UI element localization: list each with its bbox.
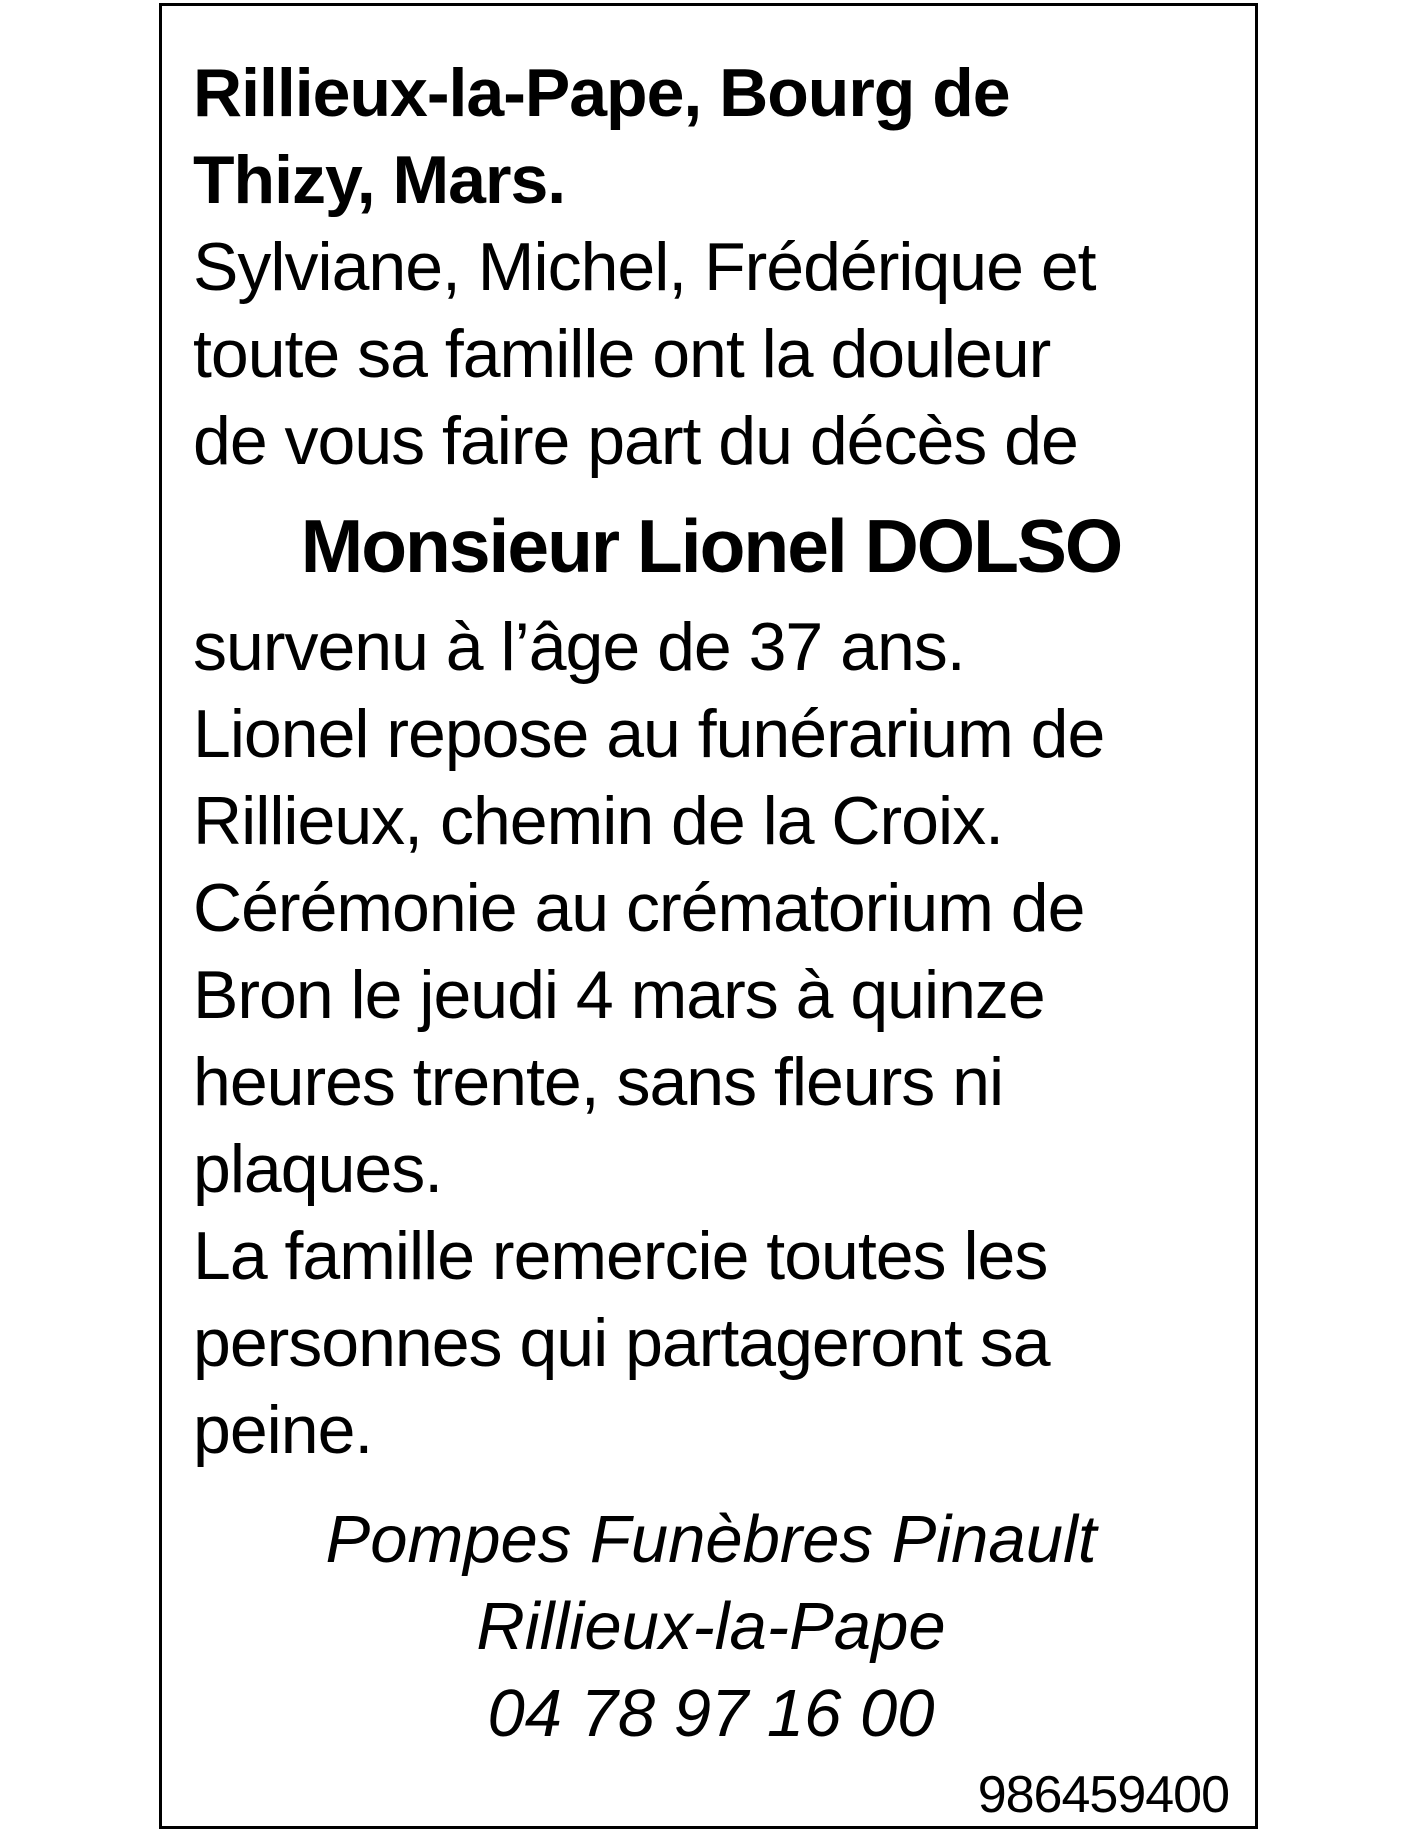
header-line-1: Rillieux-la-Pape, Bourg de [193, 55, 1010, 131]
intro-line-1: Sylviane, Michel, Frédérique et [193, 229, 1096, 305]
intro-line-2: toute sa famille ont la douleur [193, 316, 1051, 392]
body-line-9: personnes qui partageront sa [193, 1305, 1050, 1381]
funeral-home-name: Pompes Funèbres Pinault [325, 1502, 1097, 1577]
body-line-8: La famille remercie toutes les [193, 1218, 1048, 1294]
body-line-4: Cérémonie au crématorium de [193, 870, 1085, 946]
deceased-name: Monsieur Lionel DOLSO [300, 504, 1122, 588]
body-line-5: Bron le jeudi 4 mars à quinze [193, 957, 1045, 1033]
funeral-home-phone: 04 78 97 16 00 [487, 1676, 935, 1751]
body-line-1: survenu à l’âge de 37 ans. [193, 609, 965, 685]
body-line-6: heures trente, sans fleurs ni [193, 1044, 1004, 1120]
body-line-2: Lionel repose au funérarium de [193, 696, 1105, 772]
header-line-2: Thizy, Mars. [193, 142, 566, 218]
body-line-3: Rillieux, chemin de la Croix. [193, 783, 1003, 859]
intro-line-3: de vous faire part du décès de [193, 403, 1078, 479]
body-line-10: peine. [193, 1392, 373, 1468]
body-line-7: plaques. [193, 1131, 443, 1207]
reference-number: 986459400 [977, 1766, 1229, 1824]
death-notice [159, 3, 1258, 1829]
funeral-home-block [193, 1496, 1229, 1757]
funeral-home-city: Rillieux-la-Pape [476, 1589, 946, 1664]
